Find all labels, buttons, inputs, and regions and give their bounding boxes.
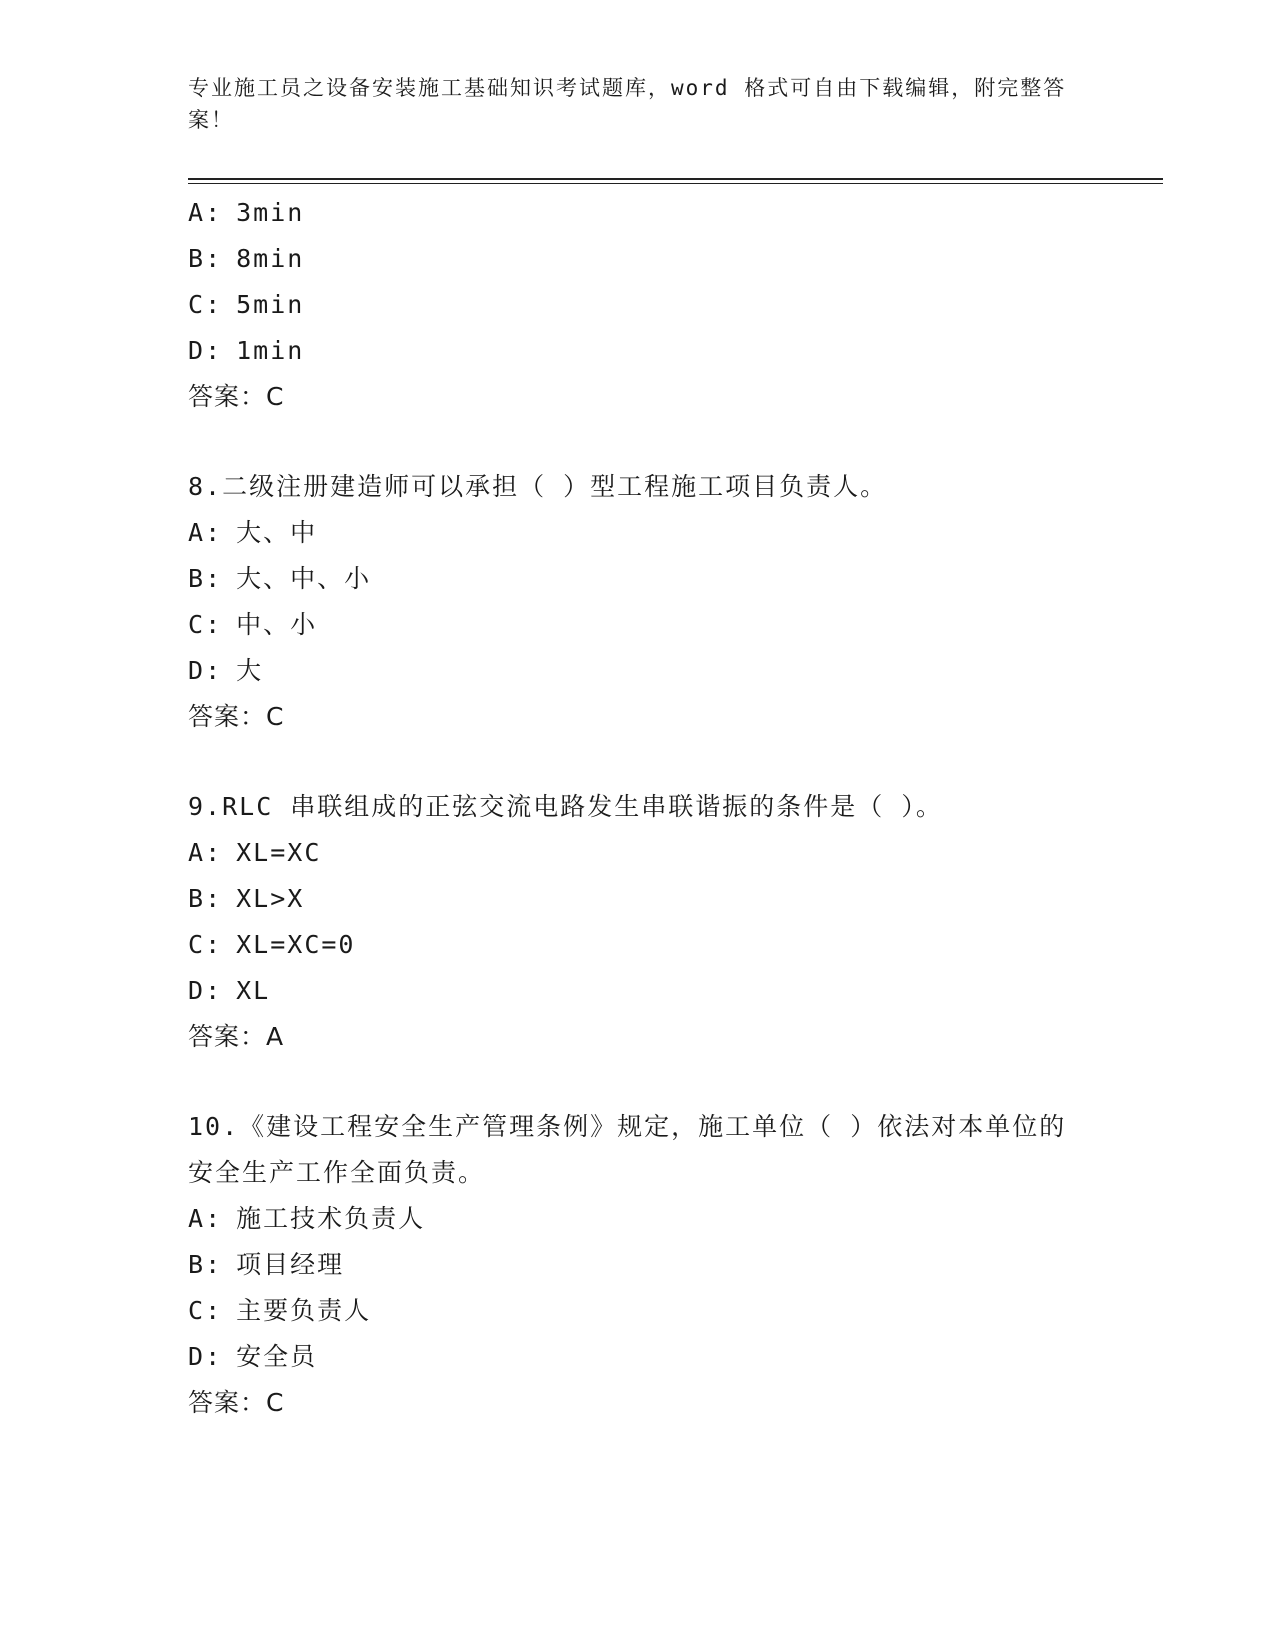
option-separator: : <box>205 656 223 685</box>
option-key: B <box>188 244 206 273</box>
option-key: D <box>188 336 206 365</box>
option-b <box>188 556 1088 602</box>
option-b <box>188 876 1088 922</box>
answer-line: 答案：A <box>188 1022 285 1051</box>
option-separator: : <box>205 564 223 593</box>
option-key: A <box>188 518 206 547</box>
option-key: A <box>188 198 206 227</box>
option-c <box>188 282 1088 328</box>
option-key: B <box>188 1250 206 1279</box>
option-a <box>188 510 1088 556</box>
option-key: D <box>188 1342 206 1371</box>
option-key: B <box>188 564 206 593</box>
option-text: 主要负责人 <box>236 1296 372 1325</box>
option-separator: : <box>205 1250 223 1279</box>
option-c <box>188 1288 1088 1334</box>
option-text: 大、中 <box>236 518 318 547</box>
option-text: 项目经理 <box>236 1250 345 1279</box>
option-key: C <box>188 930 206 959</box>
option-d <box>188 648 1088 694</box>
option-key: C <box>188 290 206 319</box>
option-separator: : <box>205 518 223 547</box>
option-key: A <box>188 1204 206 1233</box>
option-separator: : <box>205 1342 223 1371</box>
option-separator: : <box>205 1204 223 1233</box>
option-text: 大 <box>236 656 264 685</box>
page-header: 专业施工员之设备安装施工基础知识考试题库，word 格式可自由下载编辑，附完整答案！ <box>188 76 1067 132</box>
answer-line: 答案：C <box>188 1388 285 1417</box>
option-key: D <box>188 656 206 685</box>
option-d <box>188 328 1088 374</box>
option-key: C <box>188 610 206 639</box>
question-10 <box>188 1104 1088 1426</box>
option-separator: : <box>205 976 223 1005</box>
question-stem: 8.二级注册建造师可以承担（ ）型工程施工项目负责人。 <box>188 472 888 501</box>
option-d <box>188 968 1088 1014</box>
option-c <box>188 602 1088 648</box>
option-text: 安全员 <box>236 1342 318 1371</box>
option-key: B <box>188 884 206 913</box>
option-a <box>188 1196 1088 1242</box>
option-text: XL>X <box>236 884 305 913</box>
option-separator: : <box>205 336 223 365</box>
option-text: 8min <box>236 244 305 273</box>
option-d <box>188 1334 1088 1380</box>
option-text: 3min <box>236 198 305 227</box>
question-9 <box>188 784 1088 1060</box>
question-stem: 10.《建设工程安全生产管理条例》规定，施工单位（ ）依法对本单位的安全生产工作全面负责。 <box>188 1112 1067 1187</box>
option-text: 施工技术负责人 <box>236 1204 426 1233</box>
option-separator: : <box>205 1296 223 1325</box>
option-text: 1min <box>236 336 305 365</box>
option-text: 大、中、小 <box>236 564 372 593</box>
option-separator: : <box>205 838 223 867</box>
option-text: 中、小 <box>236 610 318 639</box>
option-separator: : <box>205 610 223 639</box>
option-separator: : <box>205 198 223 227</box>
answer-line: 答案：C <box>188 382 285 411</box>
question-stem: 9.RLC 串联组成的正弦交流电路发生串联谐振的条件是（ ）。 <box>188 792 943 821</box>
question-list <box>188 190 1088 1426</box>
option-separator: : <box>205 244 223 273</box>
option-b <box>188 236 1088 282</box>
option-separator: : <box>205 884 223 913</box>
header-divider-thin <box>188 183 1163 184</box>
option-text: XL=XC <box>236 838 322 867</box>
option-separator: : <box>205 290 223 319</box>
option-a <box>188 830 1088 876</box>
header-divider <box>188 178 1163 180</box>
option-b <box>188 1242 1088 1288</box>
answer-line: 答案：C <box>188 702 285 731</box>
option-key: A <box>188 838 206 867</box>
option-c <box>188 922 1088 968</box>
option-a <box>188 190 1088 236</box>
option-text: 5min <box>236 290 305 319</box>
question-8 <box>188 464 1088 740</box>
option-text: XL <box>236 976 271 1005</box>
option-key: C <box>188 1296 206 1325</box>
option-separator: : <box>205 930 223 959</box>
option-key: D <box>188 976 206 1005</box>
partial-question <box>188 190 1088 420</box>
option-text: XL=XC=0 <box>236 930 356 959</box>
